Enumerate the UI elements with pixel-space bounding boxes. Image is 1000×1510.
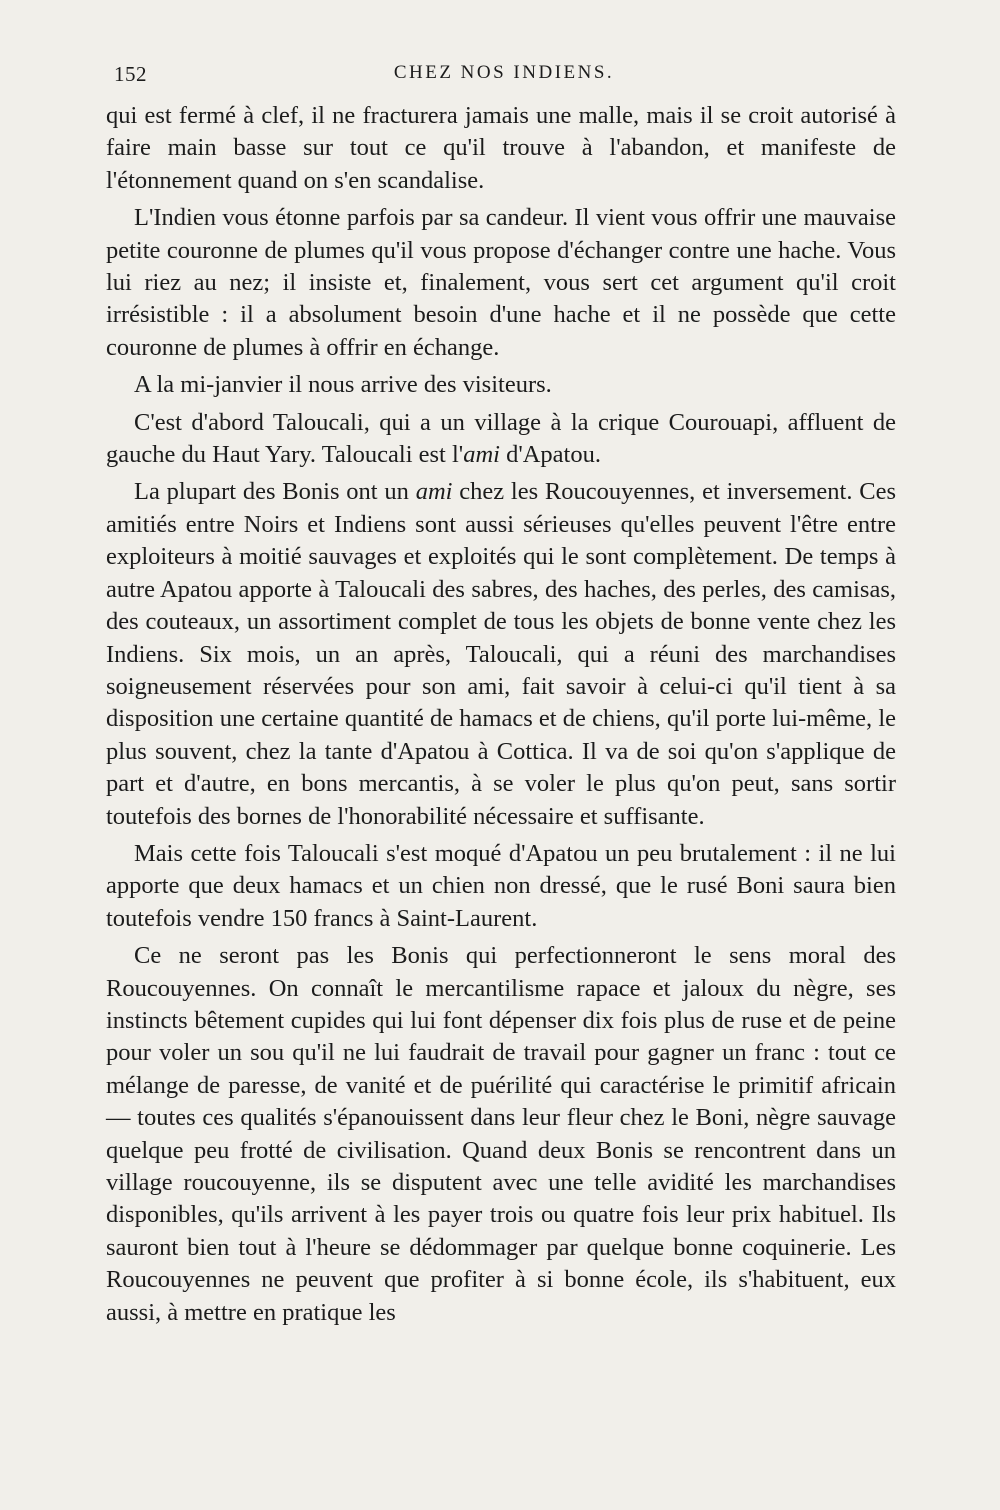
body-text	[106, 100, 896, 1334]
paragraph-moral-sense: Ce ne seront pas les Bonis qui perfectionneront le sens moral des Roucouyennes. On connaît le mercantilisme rapace et jaloux du nègre, ses instincts bêtement cupides qui lui font dépenser dix fois plus de ruse et de peine pour voler un sou qu'il ne lui faudrait de travail pour gagner un franc : tout ce mélange de paresse, de vanité et de puérilité qui caractérise le primitif africain — toutes ces qualités s'épanouissent dans leur fleur chez le Boni, nègre sauvage quelque peu frotté de civilisation. Quand deux Bonis se rencontrent dans un village roucouyenne, ils se disputent avec une telle avidité les marchandises disponibles, qu'ils arrivent à les payer trois ou quatre fois leur prix habituel. Ils sauront bien tout à l'heure se dédommager par quelque bonne coquinerie. Les Roucouyennes ne peuvent que profiter à si bonne école, ils s'habituent, eux aussi, à mettre en pratique les	[106, 942, 896, 1326]
paragraph-text: La plupart des Bonis ont un	[134, 478, 416, 506]
paragraph-indian-candour: L'Indien vous étonne parfois par sa candeur. Il vient vous offrir une mauvaise petite couronne de plumes qu'il vous propose d'échanger contre une hache. Vous lui riez au nez; il insiste et, finalement, vous sert cet argument qu'il croit irrésistible : il a absolument besoin d'une hache et il ne possède que cette couronne de plumes à offrir en échange.	[106, 204, 896, 361]
page-number: 152	[114, 62, 147, 86]
paragraph-text: d'Apatou.	[499, 441, 601, 469]
italic-word: ami	[463, 441, 500, 469]
running-head: CHEZ NOS INDIENS.	[393, 62, 615, 83]
paragraph-text: chez les Roucouyennes, et inversement. Ces amitiés entre Noirs et Indiens sont aussi sérieuses qu'elles peuvent l'être entre exploiteurs à moitié sauvages et exploités qui le sont complètement. De temps à autre Apatou apporte à Taloucali des sabres, des haches, des perles, des camisas, des couteaux, un assortiment complet de tous les objets de bonne vente chez les Indiens. Six mois, un an après, Taloucali, qui a réuni des marchandises soigneusement réservées pour son ami, fait savoir à celui-ci qu'il tient à sa disposition une certaine quantité de hamacs et de chiens, qu'il porte lui-même, le plus souvent, chez la tante d'Apatou à Cottica. Il va de soi qu'on s'applique de part et d'autre, en bons mercantis, à se voler le plus qu'on peut, sans sortir toutefois des bornes de l'honorabilité nécessaire et suffisante.	[106, 478, 896, 830]
paragraph-continuation: qui est fermé à clef, il ne fracturera jamais une malle, mais il se croit autorisé à faire main basse sur tout ce qu'il trouve à l'abandon, et manifeste de l'étonnement quand on s'en scandalise.	[106, 102, 896, 194]
page-header	[114, 62, 894, 92]
paragraph-taloucali	[106, 407, 896, 472]
paragraph-visitors: A la mi-janvier il nous arrive des visiteurs.	[134, 371, 552, 399]
paragraph-mockery: Mais cette fois Taloucali s'est moqué d'Apatou un peu brutalement : il ne lui apporte que deux hamacs et un chien non dressé, que le rusé Boni saura bien toutefois vendre 150 francs à Saint-Laurent.	[106, 839, 896, 932]
italic-word: ami	[415, 478, 453, 506]
paragraph-friendships	[106, 476, 896, 832]
paragraph-text: C'est d'abord Taloucali, qui a un village à la crique Courouapi, affluent de gauche du Haut Yary. Taloucali est l'	[106, 408, 896, 469]
